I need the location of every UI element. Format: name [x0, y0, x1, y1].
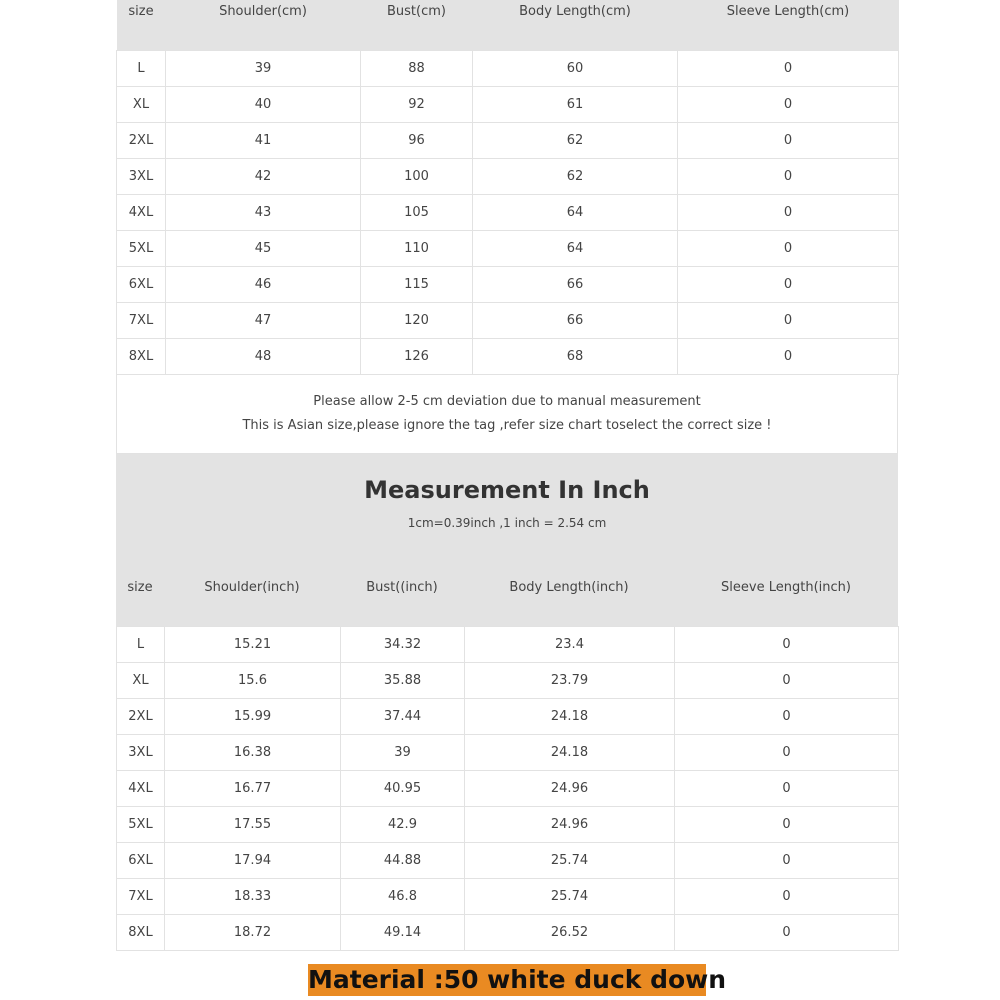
cm-cell-bust: 120 [361, 303, 473, 339]
inch-cell-shoulder: 18.72 [165, 915, 341, 951]
cm-cell-shoulder: 42 [166, 159, 361, 195]
cm-cell-body-length: 62 [473, 159, 678, 195]
cm-cell-sleeve-length: 0 [678, 231, 899, 267]
cm-cell-body-length: 68 [473, 339, 678, 375]
cm-cell-shoulder: 40 [166, 87, 361, 123]
cm-table-row [117, 51, 899, 87]
inch-cell-size: 7XL [117, 879, 165, 915]
cm-header-sleeve-length: Sleeve Length(cm) [678, 0, 899, 51]
inch-cell-bust: 34.32 [341, 627, 465, 663]
inch-cell-body-length: 24.96 [465, 807, 675, 843]
note-asian-size: This is Asian size,please ignore the tag ,refer size chart toselect the correct size ! [242, 418, 772, 433]
cm-table-row [117, 195, 899, 231]
cm-table-row [117, 339, 899, 375]
cm-cell-size: L [117, 51, 166, 87]
cm-cell-bust: 92 [361, 87, 473, 123]
cm-size-table [116, 0, 899, 375]
cm-cell-size: 8XL [117, 339, 166, 375]
inch-cell-bust: 39 [341, 735, 465, 771]
cm-table-row [117, 231, 899, 267]
inch-table-row [117, 771, 899, 807]
measurement-note [116, 375, 898, 454]
inch-cell-bust: 44.88 [341, 843, 465, 879]
cm-cell-body-length: 64 [473, 231, 678, 267]
inch-cell-shoulder: 18.33 [165, 879, 341, 915]
cm-cell-sleeve-length: 0 [678, 87, 899, 123]
inch-header-body-length: Body Length(inch) [509, 579, 629, 595]
cm-cell-shoulder: 46 [166, 267, 361, 303]
cm-cell-shoulder: 41 [166, 123, 361, 159]
inch-cell-body-length: 24.18 [465, 699, 675, 735]
cm-cell-bust: 88 [361, 51, 473, 87]
inch-cell-bust: 46.8 [341, 879, 465, 915]
cm-table-row [117, 159, 899, 195]
inch-cell-sleeve-length: 0 [675, 915, 899, 951]
inch-section-header [116, 454, 898, 626]
inch-cell-body-length: 23.4 [465, 627, 675, 663]
cm-cell-size: 5XL [117, 231, 166, 267]
cm-cell-shoulder: 47 [166, 303, 361, 339]
inch-cell-sleeve-length: 0 [675, 735, 899, 771]
inch-cell-bust: 49.14 [341, 915, 465, 951]
inch-cell-shoulder: 15.99 [165, 699, 341, 735]
inch-cell-size: 3XL [117, 735, 165, 771]
inch-cell-body-length: 24.18 [465, 735, 675, 771]
inch-table-row [117, 915, 899, 951]
cm-cell-body-length: 60 [473, 51, 678, 87]
cm-cell-size: 6XL [117, 267, 166, 303]
inch-header-table [116, 572, 898, 602]
cm-header-row [117, 0, 899, 51]
inch-section-title: Measurement In Inch [364, 476, 650, 504]
cm-cell-bust: 96 [361, 123, 473, 159]
cm-cell-body-length: 64 [473, 195, 678, 231]
cm-cell-sleeve-length: 0 [678, 51, 899, 87]
inch-cell-bust: 42.9 [341, 807, 465, 843]
cm-header-body-length: Body Length(cm) [473, 0, 678, 51]
cm-cell-shoulder: 45 [166, 231, 361, 267]
inch-cell-shoulder: 15.6 [165, 663, 341, 699]
inch-table-row [117, 843, 899, 879]
inch-cell-sleeve-length: 0 [675, 627, 899, 663]
cm-cell-body-length: 61 [473, 87, 678, 123]
note-deviation: Please allow 2-5 cm deviation due to manual measurement [313, 394, 701, 409]
inch-cell-bust: 37.44 [341, 699, 465, 735]
inch-table-row [117, 663, 899, 699]
inch-cell-body-length: 25.74 [465, 879, 675, 915]
inch-header-bust: Bust((inch) [366, 579, 438, 595]
cm-table-row [117, 123, 899, 159]
inch-cell-size: 2XL [117, 699, 165, 735]
inch-cell-body-length: 26.52 [465, 915, 675, 951]
cm-cell-bust: 126 [361, 339, 473, 375]
cm-cell-size: 2XL [117, 123, 166, 159]
material-label: Material :50 white duck down [308, 965, 727, 994]
inch-cell-size: L [117, 627, 165, 663]
cm-cell-size: 4XL [117, 195, 166, 231]
inch-cell-shoulder: 16.77 [165, 771, 341, 807]
cm-cell-bust: 115 [361, 267, 473, 303]
inch-header-sleeve-length: Sleeve Length(inch) [721, 579, 851, 595]
inch-cell-size: 5XL [117, 807, 165, 843]
cm-cell-body-length: 62 [473, 123, 678, 159]
cm-header-bust: Bust(cm) [361, 0, 473, 51]
cm-cell-shoulder: 39 [166, 51, 361, 87]
inch-cell-bust: 35.88 [341, 663, 465, 699]
inch-cell-sleeve-length: 0 [675, 843, 899, 879]
cm-cell-bust: 105 [361, 195, 473, 231]
cm-cell-size: XL [117, 87, 166, 123]
cm-cell-sleeve-length: 0 [678, 267, 899, 303]
inch-table-row [117, 807, 899, 843]
inch-cell-size: 6XL [117, 843, 165, 879]
cm-cell-shoulder: 48 [166, 339, 361, 375]
cm-header-shoulder: Shoulder(cm) [166, 0, 361, 51]
inch-cell-sleeve-length: 0 [675, 879, 899, 915]
inch-cell-size: XL [117, 663, 165, 699]
inch-cell-shoulder: 17.55 [165, 807, 341, 843]
cm-cell-sleeve-length: 0 [678, 339, 899, 375]
cm-cell-sleeve-length: 0 [678, 195, 899, 231]
inch-cell-size: 4XL [117, 771, 165, 807]
inch-cell-body-length: 24.96 [465, 771, 675, 807]
inch-cell-body-length: 23.79 [465, 663, 675, 699]
inch-table-row [117, 627, 899, 663]
inch-cell-shoulder: 17.94 [165, 843, 341, 879]
inch-cell-sleeve-length: 0 [675, 771, 899, 807]
cm-cell-bust: 110 [361, 231, 473, 267]
cm-cell-bust: 100 [361, 159, 473, 195]
cm-cell-size: 3XL [117, 159, 166, 195]
cm-table-row [117, 303, 899, 339]
inch-header-shoulder: Shoulder(inch) [204, 579, 300, 595]
cm-header-size: size [117, 0, 166, 51]
inch-cell-body-length: 25.74 [465, 843, 675, 879]
inch-table-row [117, 879, 899, 915]
inch-header-row [116, 572, 898, 602]
cm-cell-shoulder: 43 [166, 195, 361, 231]
inch-header-size: size [127, 579, 153, 595]
cm-cell-body-length: 66 [473, 267, 678, 303]
cm-table-row [117, 87, 899, 123]
cm-cell-body-length: 66 [473, 303, 678, 339]
inch-table-row [117, 699, 899, 735]
inch-table-row [117, 735, 899, 771]
cm-cell-size: 7XL [117, 303, 166, 339]
cm-cell-sleeve-length: 0 [678, 123, 899, 159]
inch-cell-bust: 40.95 [341, 771, 465, 807]
inch-cell-sleeve-length: 0 [675, 663, 899, 699]
cm-table-row [117, 267, 899, 303]
inch-cell-shoulder: 15.21 [165, 627, 341, 663]
conversion-note: 1cm=0.39inch ,1 inch = 2.54 cm [407, 516, 607, 530]
cm-cell-sleeve-length: 0 [678, 159, 899, 195]
inch-cell-size: 8XL [117, 915, 165, 951]
inch-size-table [116, 626, 899, 951]
inch-cell-sleeve-length: 0 [675, 699, 899, 735]
inch-cell-sleeve-length: 0 [675, 807, 899, 843]
inch-cell-shoulder: 16.38 [165, 735, 341, 771]
size-chart [116, 0, 898, 951]
cm-cell-sleeve-length: 0 [678, 303, 899, 339]
